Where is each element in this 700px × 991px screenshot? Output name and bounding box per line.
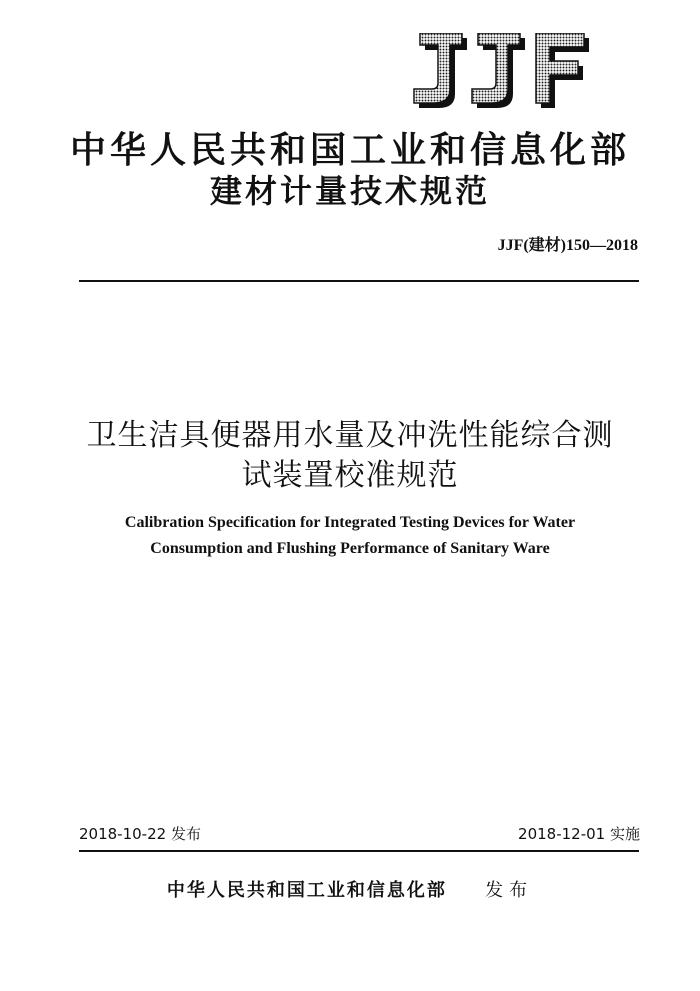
effective-date: 2018-12-01 实施: [518, 825, 640, 843]
title-english: [60, 510, 640, 562]
bottom-divider: [79, 850, 639, 852]
document-code: JJF(建材)150—2018: [497, 237, 638, 254]
jjf-logo: [412, 33, 590, 111]
title-english-line-2: Consumption and Flushing Performance of Sanitary Ware: [150, 540, 550, 557]
issuer-ministry-name: 中华人民共和国工业和信息化部: [69, 129, 630, 171]
publish-label: 发布: [485, 880, 534, 901]
title-chinese-line-1: 卫生洁具便器用水量及冲洗性能综合测: [86, 418, 614, 453]
issuer-category: 建材计量技术规范: [209, 172, 490, 210]
title-english-line-1: Calibration Specification for Integrated Testing Devices for Water: [124, 514, 576, 531]
publisher-line: [0, 876, 700, 902]
top-divider: [79, 280, 639, 282]
issue-date: 2018-10-22 发布: [79, 825, 201, 843]
title-chinese: [60, 416, 640, 496]
title-chinese-line-2: 试装置校准规范: [241, 458, 459, 493]
publisher-name: 中华人民共和国工业和信息化部: [166, 880, 447, 901]
